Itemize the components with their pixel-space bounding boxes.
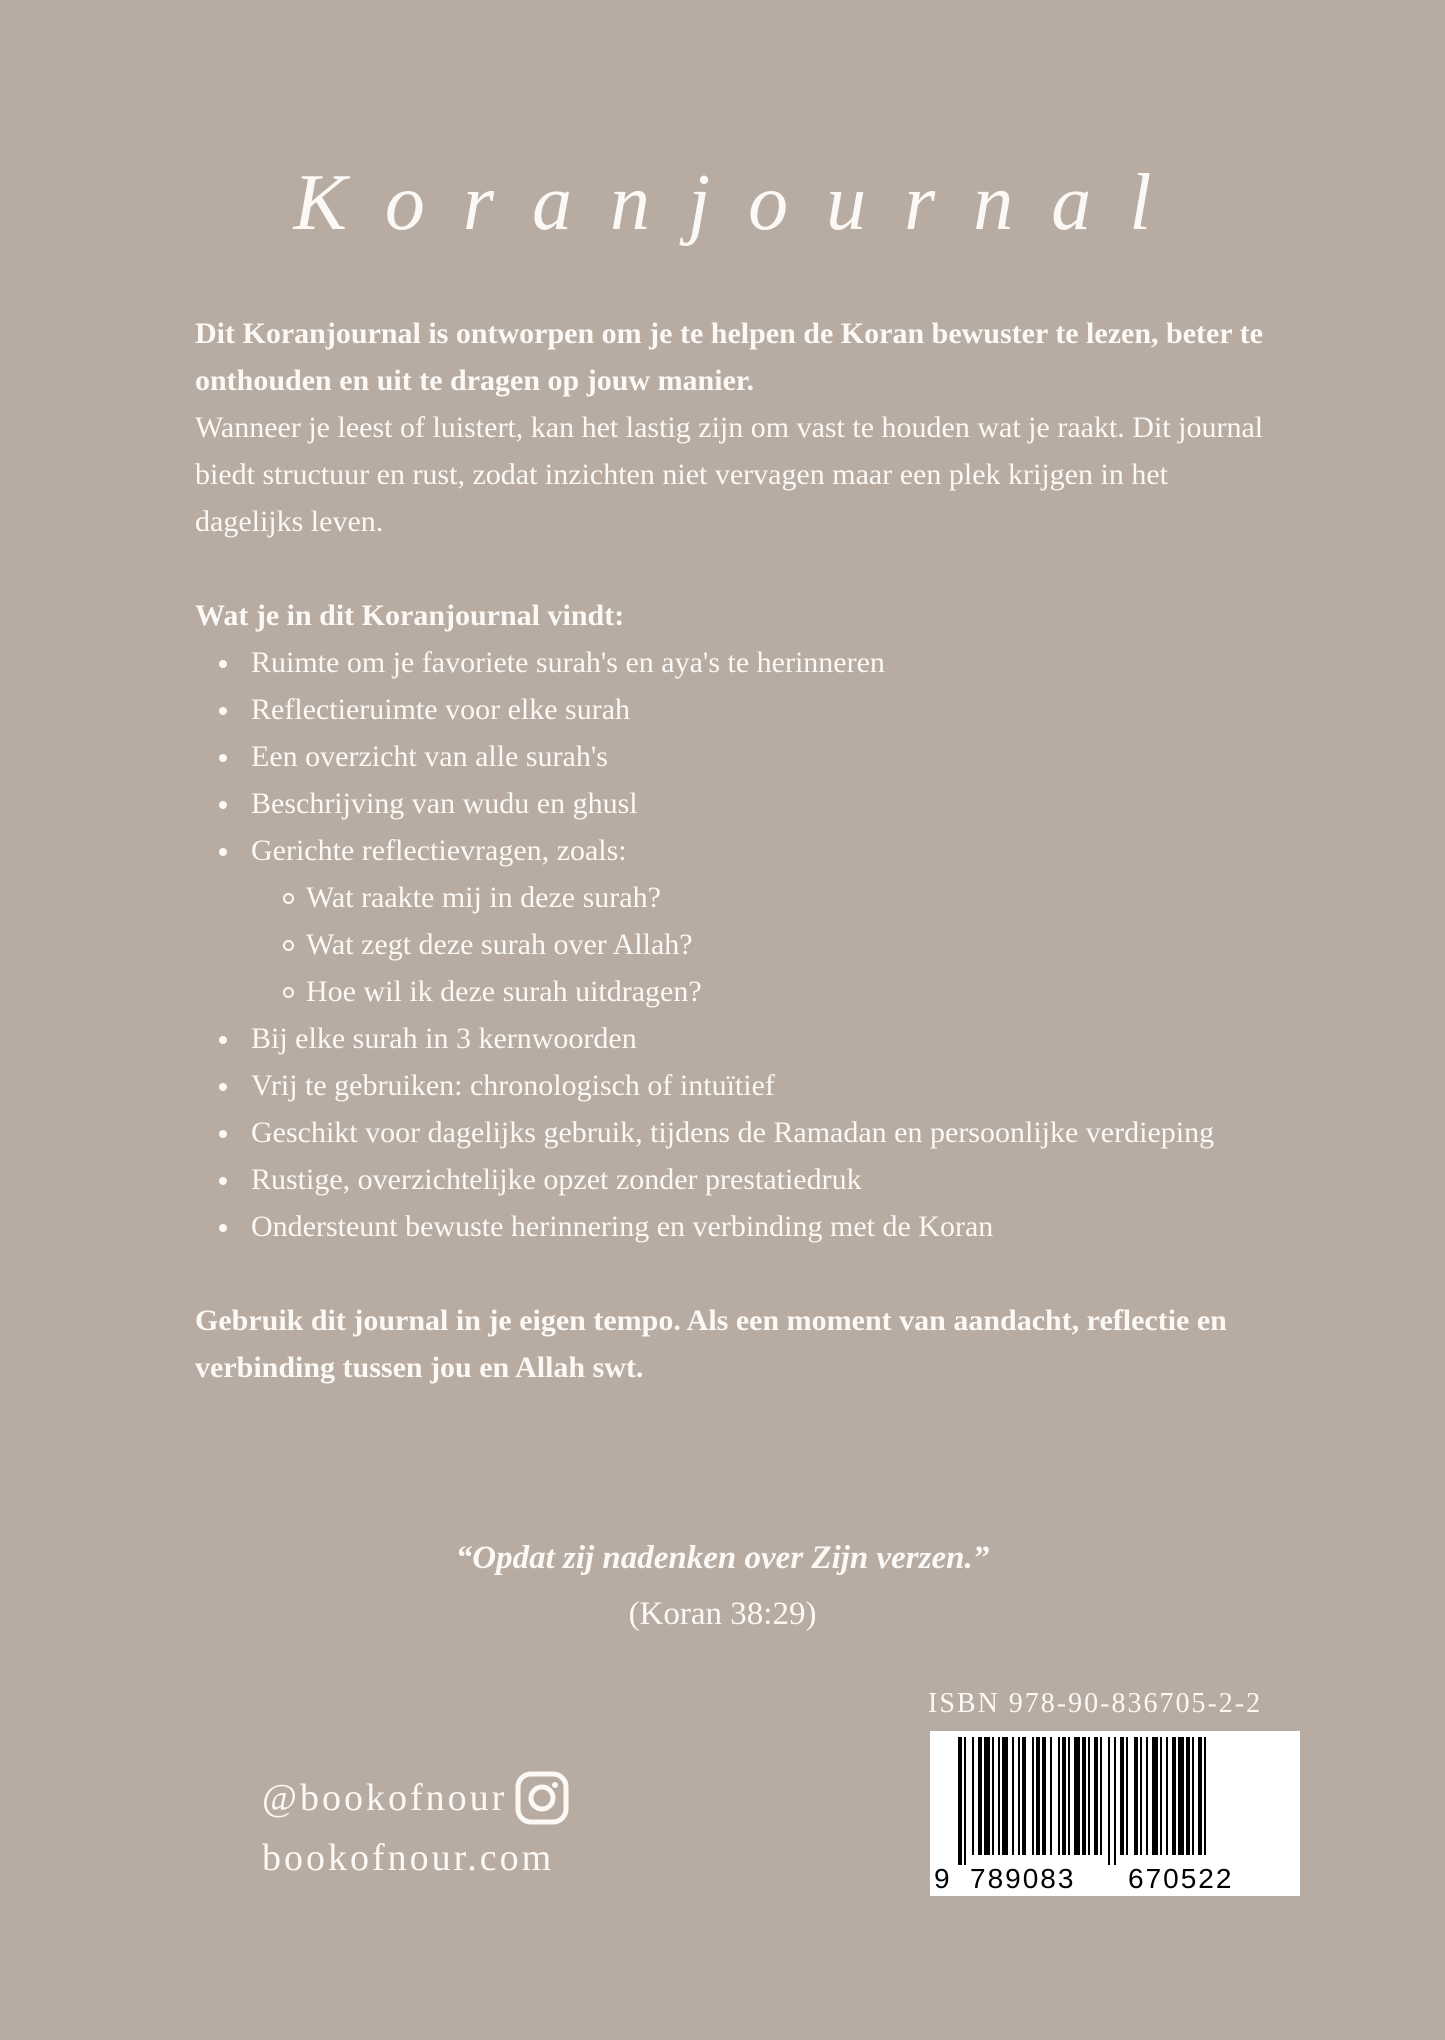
- instagram-icon[interactable]: [515, 1771, 569, 1825]
- barcode-bar: [1172, 1737, 1176, 1855]
- barcode-right-digits: 670522: [1128, 1863, 1234, 1894]
- barcode-bar: [1152, 1737, 1158, 1855]
- barcode-bar: [1022, 1737, 1026, 1855]
- quote-text: “Opdat zij nadenken over Zijn verzen.”: [455, 1540, 990, 1576]
- intro-body-text: Wanneer je leest of luistert, kan het lastig zijn om vast te houden wat je raakt. Dit journal biedt structuur en rust, zodat inzichten niet vervagen maar een plek krijgen in het dagelijks leven.: [195, 411, 1264, 538]
- list-item: Ondersteunt bewuste herinnering en verbinding met de Koran: [195, 1203, 1275, 1250]
- barcode-bar: [1192, 1737, 1194, 1855]
- barcode-bar: [1114, 1737, 1116, 1865]
- barcode-bar: [1166, 1737, 1168, 1855]
- barcode-bar: [1058, 1737, 1060, 1855]
- back-cover-text: [195, 310, 1275, 1391]
- barcode-bar: [958, 1737, 962, 1865]
- barcode-bar: [1042, 1737, 1046, 1855]
- quote-block: [0, 1530, 1445, 1642]
- barcode-bar: [1018, 1737, 1020, 1855]
- barcode-bar: [1074, 1737, 1080, 1855]
- barcode-bar: [1062, 1737, 1066, 1855]
- barcode-bar: [1186, 1737, 1190, 1855]
- barcode-bar: [1036, 1737, 1040, 1855]
- barcode-bar: [1160, 1737, 1162, 1855]
- intro-bold-text: Dit Koranjournal is ontworpen om je te helpen de Koran bewuster te lezen, beter te onthouden en uit te dragen op jouw manier.: [195, 317, 1263, 397]
- barcode-bar: [964, 1737, 966, 1865]
- barcode-bar: [1126, 1737, 1128, 1855]
- barcode-bar: [1140, 1737, 1142, 1855]
- barcode-bar: [984, 1737, 990, 1855]
- features-list: [195, 639, 1275, 1250]
- sub-list-item: Hoe wil ik deze surah uitdragen?: [251, 968, 1275, 1015]
- features-heading: Wat je in dit Koranjournal vindt:: [195, 599, 625, 632]
- list-item: Bij elke surah in 3 kernwoorden: [195, 1015, 1275, 1062]
- barcode-bar: [1146, 1737, 1148, 1855]
- barcode-bar: [1134, 1737, 1138, 1855]
- closing-text: Gebruik dit journal in je eigen tempo. Als een moment van aandacht, reflectie en verbinding tussen jou en Allah swt.: [195, 1304, 1227, 1384]
- barcode-left-digits: 789083: [970, 1863, 1076, 1894]
- quote-source: (Koran 38:29): [628, 1596, 817, 1632]
- barcode-bar: [978, 1737, 982, 1855]
- list-item: Beschrijving van wudu en ghusl: [195, 780, 1275, 827]
- social-block: [262, 1768, 569, 1888]
- barcode-bar: [1032, 1737, 1034, 1855]
- instagram-handle[interactable]: @bookofnour: [262, 1777, 508, 1819]
- barcode-bar: [1094, 1737, 1098, 1855]
- barcode-bar: [1012, 1737, 1014, 1855]
- barcode-bar: [1082, 1737, 1086, 1855]
- list-item-label: Gerichte reflectievragen, zoals:: [251, 834, 627, 867]
- barcode-bar: [998, 1737, 1000, 1855]
- reflection-questions-list: [251, 874, 1275, 1015]
- barcode-bar: [1088, 1737, 1090, 1855]
- barcode-bar: [1198, 1737, 1202, 1855]
- barcode-bar: [1050, 1737, 1052, 1855]
- barcode-bar: [1100, 1737, 1102, 1855]
- list-item: [195, 827, 1275, 1015]
- barcode-bar: [1108, 1737, 1110, 1865]
- list-item: Vrij te gebruiken: chronologisch of intuïtief: [195, 1062, 1275, 1109]
- barcode-bar: [992, 1737, 994, 1855]
- list-item: Rustige, overzichtelijke opzet zonder prestatiedruk: [195, 1156, 1275, 1203]
- barcode-bar: [1204, 1737, 1206, 1855]
- isbn-label: ISBN 978-90-836705-2-2: [928, 1688, 1263, 1719]
- barcode-bar: [1068, 1737, 1070, 1855]
- barcode-bar: [1178, 1737, 1184, 1855]
- barcode-bar: [1120, 1737, 1124, 1855]
- list-item: Geschikt voor dagelijks gebruik, tijdens de Ramadan en persoonlijke verdieping: [195, 1109, 1275, 1156]
- barcode-bar: [972, 1737, 974, 1855]
- list-item: Een overzicht van alle surah's: [195, 733, 1275, 780]
- sub-list-item: Wat zegt deze surah over Allah?: [251, 921, 1275, 968]
- website-link[interactable]: bookofnour.com: [262, 1837, 555, 1879]
- sub-list-item: Wat raakte mij in deze surah?: [251, 874, 1275, 921]
- list-item: Ruimte om je favoriete surah's en aya's te herinneren: [195, 639, 1275, 686]
- barcode-bar: [1002, 1737, 1008, 1855]
- book-title: Koranjournal: [293, 159, 1190, 247]
- isbn-barcode: [930, 1731, 1300, 1896]
- barcode-first-digit: 9: [934, 1863, 950, 1894]
- list-item: Reflectieruimte voor elke surah: [195, 686, 1275, 733]
